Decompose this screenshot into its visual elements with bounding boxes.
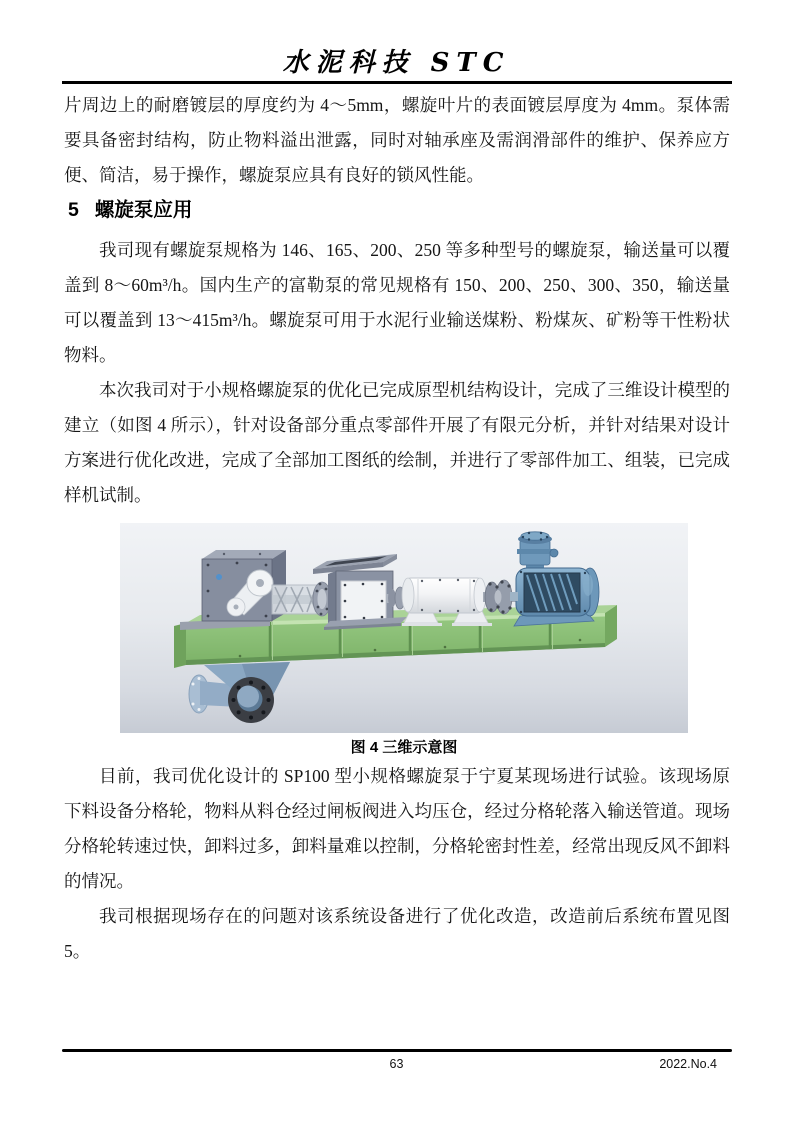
paragraph-field-test: 目前，我司优化设计的 SP100 型小规格螺旋泵于宁夏某现场进行试验。该现场原下料设备分格轮，物料从料仓经过闸板阀进入均压仓，经过分格轮落入输送管道。现场分格轮转速过快，卸料过多，卸料量难以控制，分格轮密封性差，经常出现反风不卸料的情况。 — [64, 766, 730, 891]
section-number: 5 — [68, 199, 79, 221]
header-rule — [62, 81, 732, 84]
screw-auger — [272, 582, 331, 616]
access-panel — [341, 581, 386, 621]
outlet-flange — [228, 677, 274, 723]
paragraph-retrofit: 我司根据现场存在的问题对该系统设备进行了优化改造，改造前后系统布置见图 5。 — [64, 906, 730, 961]
screw-pump-3d-illustration — [120, 523, 688, 733]
footer-rule — [62, 1049, 732, 1052]
issue-label: 2022.No.4 — [659, 1057, 717, 1071]
figure-caption: 图 4 三维示意图 — [350, 739, 458, 756]
section-heading — [64, 193, 730, 227]
page-number: 63 — [389, 1057, 404, 1071]
section-title: 螺旋泵应用 — [94, 199, 193, 221]
paragraph-specs: 我司现有螺旋泵规格为 146、165、200、250 等多种型号的螺旋泵，输送量可以覆盖到 8～60m³/h。国内生产的富勒泵的常见规格有 150、200、250、300、350，输送量可以覆盖到 13～415m³/h。螺旋泵可用于水泥行业输送煤粉、粉煤灰、矿粉等干性粉状物料。 — [64, 240, 730, 365]
paragraph-intro: 片周边上的耐磨镀层的厚度约为 4～5mm，螺旋叶片的表面镀层厚度为 4mm。泵体需要具备密封结构，防止物料溢出泄露，同时对轴承座及需润滑部件的维护、保养应方便、简洁，易于操作，螺旋泵应具有良好的锁风性能。 — [64, 95, 730, 185]
paragraph-design: 本次我司对于小规格螺旋泵的优化已完成原型机结构设计，完成了三维设计模型的建立（如图 4 所示），针对设备部分重点零部件开展了有限元分析，并针对结果对设计方案进行优化改进，完成了全部加工图纸的绘制，并进行了零部件加工、组装，已完成样机试制。 — [64, 380, 730, 505]
page-content — [64, 88, 730, 969]
figure-3d-model — [120, 523, 688, 759]
journal-title: 水泥科技 STC — [282, 48, 511, 78]
